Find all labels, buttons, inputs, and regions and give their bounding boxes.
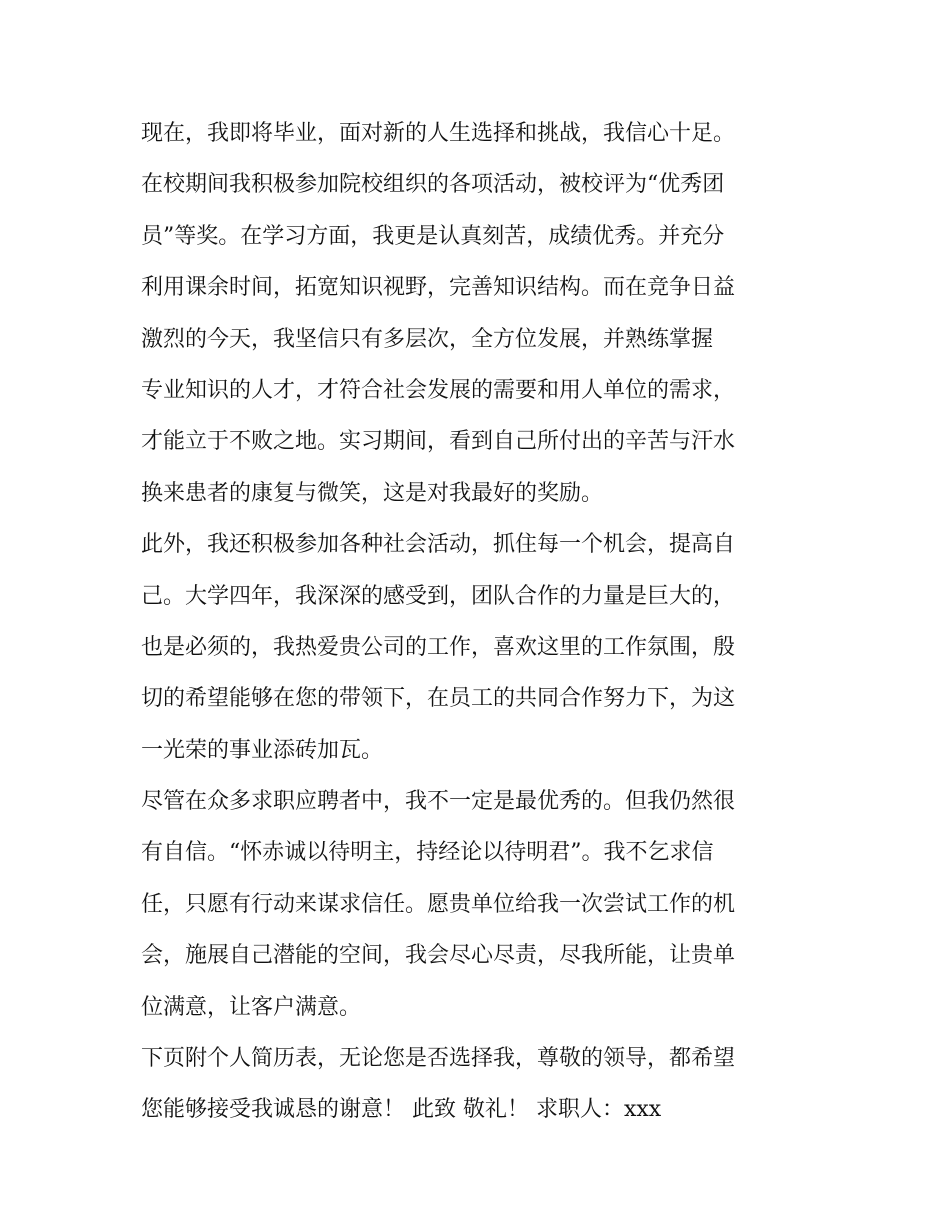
text-line: 有自信。“怀赤诚以待明主，持经论以待明君”。我不乞求信 <box>141 840 714 866</box>
text-line: 尽管在众多求职应聘者中，我不一定是最优秀的。但我仍然很 <box>141 789 736 815</box>
letter-body <box>141 108 821 1136</box>
text-line: 己。大学四年，我深深的感受到，团队合作的力量是巨大的， <box>141 583 736 609</box>
text-line: 员”等奖。在学习方面，我更是认真刻苦，成绩优秀。并充分 <box>141 223 725 249</box>
text-line: 在校期间我积极参加院校组织的各项活动，被校评为“优秀团 <box>141 172 725 198</box>
text-line: 专业知识的人才，才符合社会发展的需要和用人单位的需求， <box>141 377 736 403</box>
text-line: 换来患者的康复与微笑，这是对我最好的奖励。 <box>141 480 604 506</box>
text-line: 此外，我还积极参加各种社会活动，抓住每一个机会，提高自 <box>141 532 736 558</box>
text-line: 会，施展自己潜能的空间，我会尽心尽责，尽我所能，让贵单 <box>141 943 736 969</box>
text-line: 下页附个人简历表，无论您是否选择我，尊敬的领导，都希望 <box>141 1046 736 1072</box>
text-line: 才能立于不败之地。实习期间，看到自己所付出的辛苦与汗水 <box>141 429 736 455</box>
text-line: 一光荣的事业添砖加瓦。 <box>141 737 384 763</box>
text-line: 您能够接受我诚恳的谢意！ 此致 敬礼！ 求职人：xxx <box>141 1097 662 1123</box>
text-line: 现在，我即将毕业，面对新的人生选择和挑战，我信心十足。 <box>141 121 736 146</box>
text-line: 切的希望能够在您的带领下，在员工的共同合作努力下，为这 <box>141 686 736 712</box>
text-line: 也是必须的，我热爱贵公司的工作，喜欢这里的工作氛围，殷 <box>141 634 736 660</box>
text-line: 激烈的今天，我坚信只有多层次，全方位发展，并熟练掌握 <box>141 326 714 352</box>
text-line: 任，只愿有行动来谋求信任。愿贵单位给我一次尝试工作的机 <box>141 891 736 917</box>
text-line: 位满意，让客户满意。 <box>141 994 362 1020</box>
text-line: 利用课余时间，拓宽知识视野，完善知识结构。而在竞争日益 <box>141 275 736 301</box>
